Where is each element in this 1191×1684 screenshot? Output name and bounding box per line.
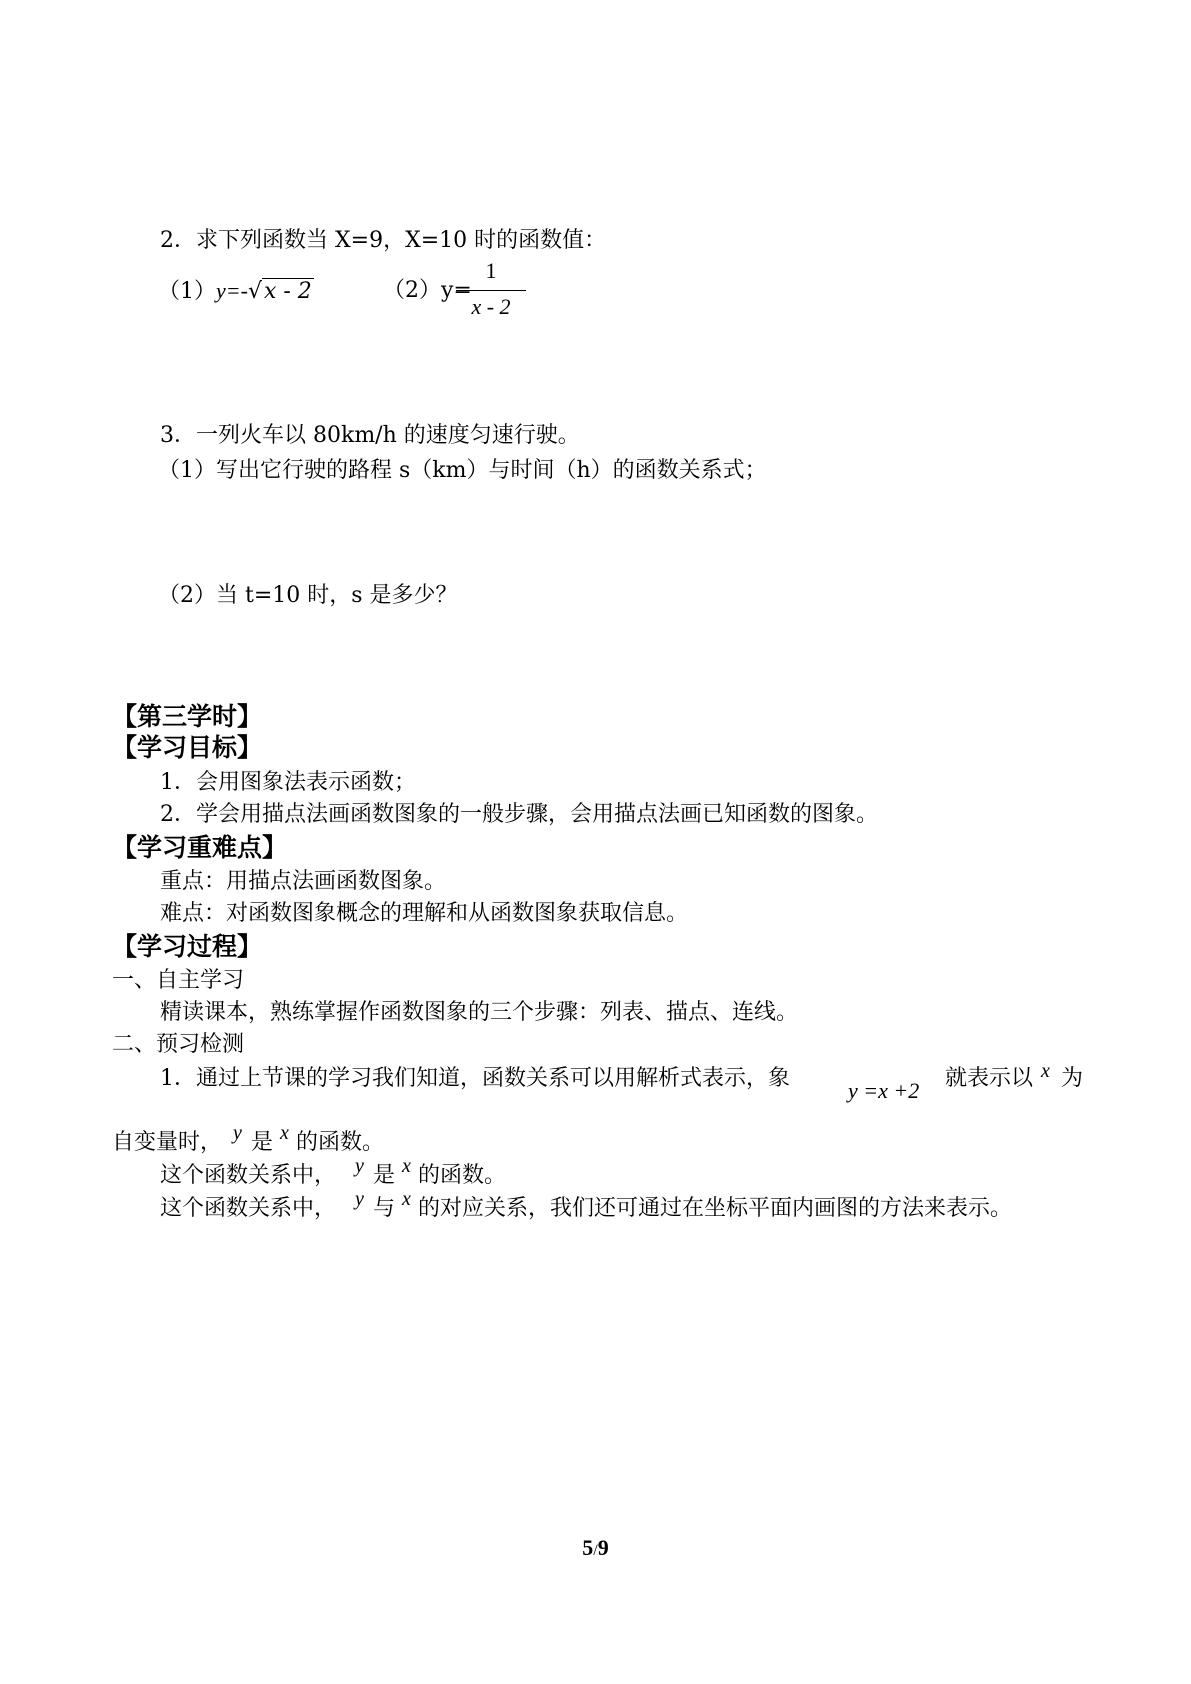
goals-heading: 【学习目标】 <box>112 733 263 762</box>
goal-1: 1．会用图象法表示函数； <box>160 770 416 795</box>
part-two-heading: 二、预习检测 <box>112 1032 245 1057</box>
preview-line-3-c: 的函数。 <box>418 1163 507 1188</box>
fraction-bar <box>456 290 526 291</box>
question-3-part-1: （1）写出它行驶的路程 s（km）与时间（h）的函数关系式； <box>158 458 767 483</box>
variable-y: y <box>355 1155 364 1177</box>
preview-line-2-b: 是 <box>251 1130 274 1155</box>
part-1-lhs: y=- <box>216 278 248 303</box>
question-3-stem: 3．一列火车以 80km/h 的速度匀速行驶。 <box>160 423 580 448</box>
process-heading: 【学习过程】 <box>112 932 263 961</box>
part-1-label: （1） <box>158 279 216 304</box>
fraction-numerator: 1 <box>485 258 497 283</box>
key-points-heading: 【学习重难点】 <box>112 833 288 862</box>
preview-line-1-c: 为 <box>1061 1066 1084 1091</box>
part-one-text: 精读课本，熟练掌握作函数图象的三个步骤：列表、描点、连线。 <box>160 1000 799 1025</box>
total-pages: 9 <box>597 1535 609 1560</box>
preview-line-2-a: 自变量时， <box>112 1130 223 1155</box>
part-one-heading: 一、自主学习 <box>112 968 245 993</box>
difficulty-point: 难点：对函数图象概念的理解和从函数图象获取信息。 <box>160 901 689 926</box>
preview-line-1-a: 1．通过上节课的学习我们知道，函数关系可以用解析式表示，象 <box>160 1066 790 1091</box>
preview-line-2-c: 的函数。 <box>296 1130 385 1155</box>
preview-line-1-b: 就表示以 <box>945 1066 1034 1091</box>
fraction <box>456 258 526 328</box>
section-title: 【第三学时】 <box>112 702 263 731</box>
question-2-part-1 <box>158 276 314 307</box>
preview-line-4-c: 的对应关系，我们还可通过在坐标平面内画图的方法来表示。 <box>418 1196 1013 1221</box>
preview-line-3-a: 这个函数关系中， <box>160 1163 337 1188</box>
current-page: 5 <box>582 1535 594 1560</box>
page-separator: / <box>593 1542 598 1559</box>
preview-line-3-b: 是 <box>373 1163 396 1188</box>
variable-x: x <box>402 1188 411 1210</box>
preview-line-4-b: 与 <box>373 1196 396 1221</box>
radicand: x - 2 <box>263 279 312 304</box>
page-number <box>0 1535 1191 1561</box>
inline-equation: y =x +2 <box>848 1078 920 1103</box>
variable-x: x <box>280 1122 289 1144</box>
question-2-part-2-label: （2）y= <box>383 278 472 303</box>
variable-y: y <box>355 1188 364 1210</box>
key-point: 重点：用描点法画函数图象。 <box>160 869 447 894</box>
variable-x: x <box>1041 1060 1050 1082</box>
radical-sign-icon: √ <box>247 279 262 304</box>
variable-y: y <box>233 1122 242 1144</box>
variable-x: x <box>402 1155 411 1177</box>
preview-line-4-a: 这个函数关系中， <box>160 1196 337 1221</box>
question-2-stem: 2．求下列函数当 X=9，X=10 时的函数值： <box>160 228 607 253</box>
fraction-denominator: x - 2 <box>471 294 511 319</box>
goal-2: 2．学会用描点法画函数图象的一般步骤，会用描点法画已知函数的图象。 <box>160 802 878 827</box>
sqrt-expression <box>248 277 314 307</box>
question-3-part-2: （2）当 t=10 时，s 是多少？ <box>158 583 458 608</box>
